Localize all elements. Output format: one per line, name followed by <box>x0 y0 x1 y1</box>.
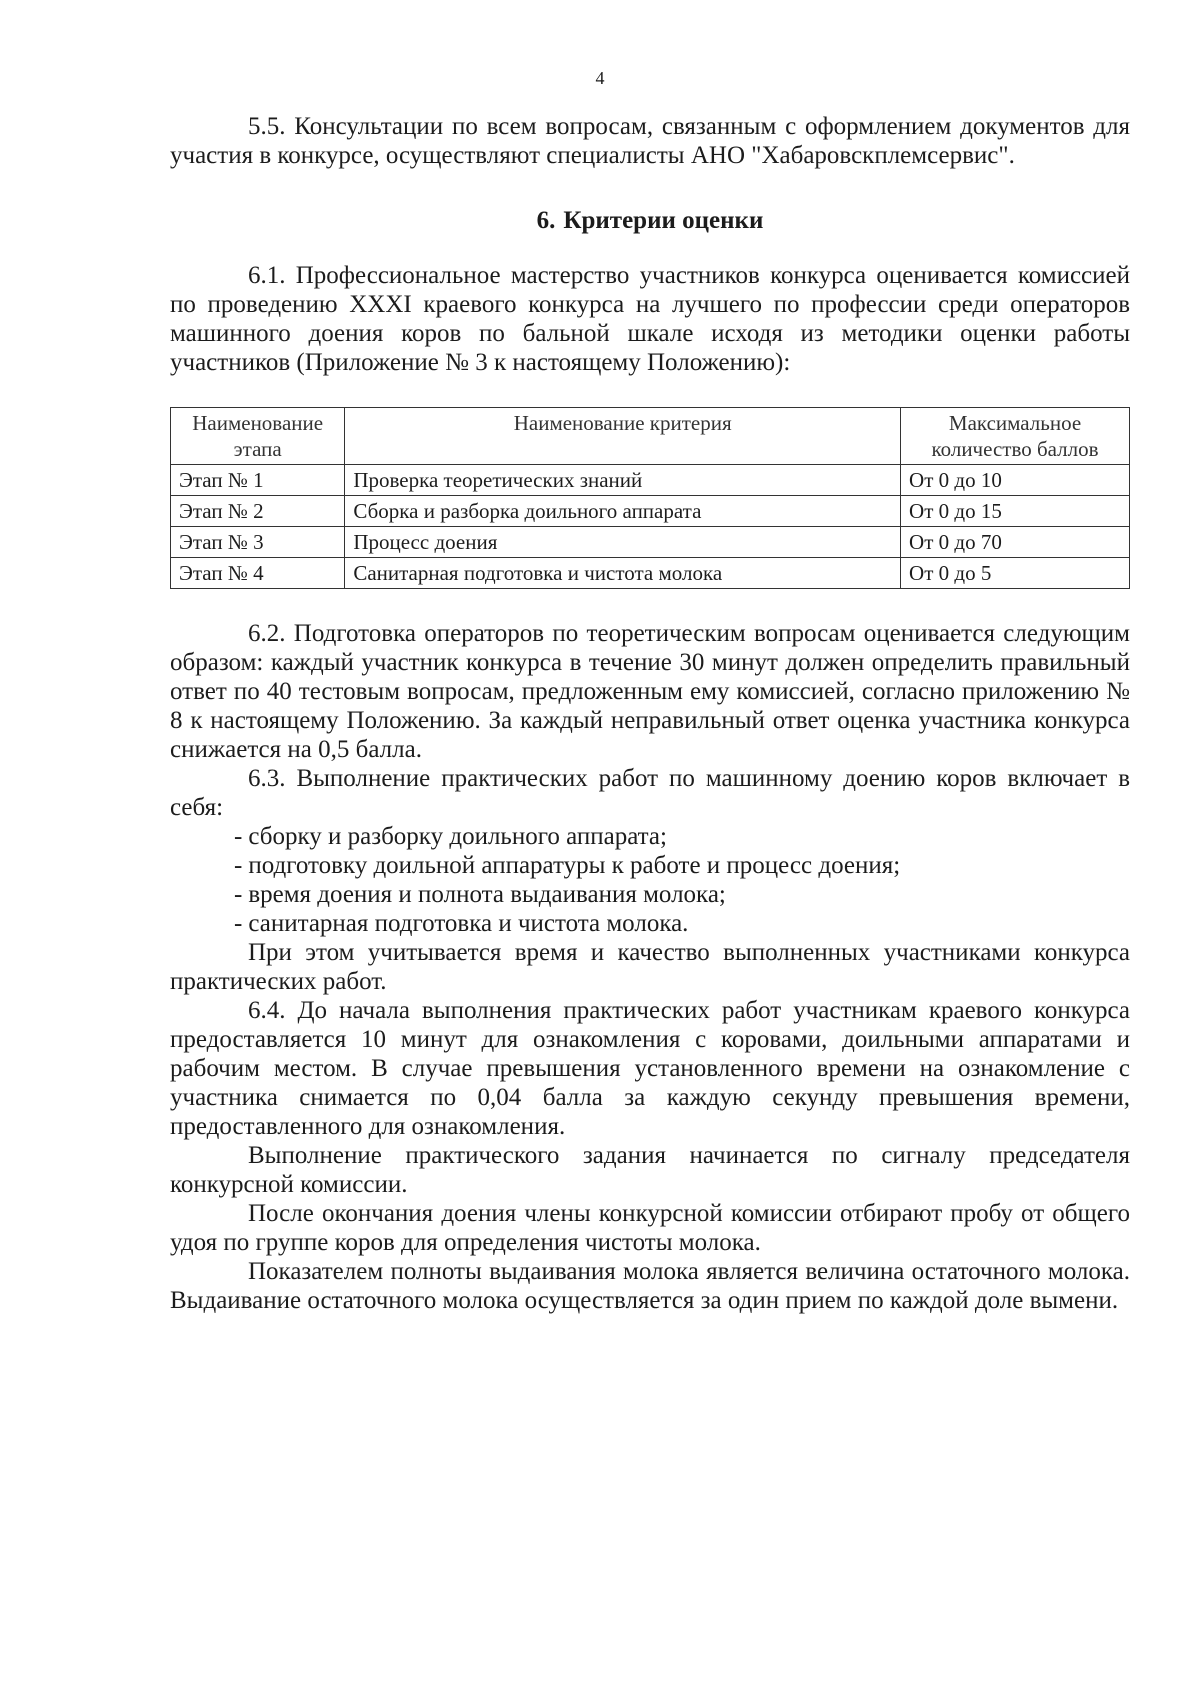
practical-works-list <box>170 822 1130 938</box>
table-header-row <box>171 408 1130 465</box>
list-item-text: санитарная подготовка и чистота молока. <box>248 910 689 937</box>
list-marker: - <box>234 881 243 908</box>
list-item-text: время доения и полнота выдаивания молока; <box>248 881 726 908</box>
paragraph-milk-sample: После окончания доения члены конкурсной комиссии отбирают пробу от общего удоя по группе коров для определения чистоты молока. <box>170 1200 1130 1256</box>
cell-criterion: Санитарная подготовка и чистота молока <box>345 558 901 589</box>
list-item-text: подготовку доильной аппаратуры к работе и процесс доения; <box>248 852 901 879</box>
table-row <box>171 527 1130 558</box>
criteria-table <box>170 407 1130 589</box>
section-heading-6 <box>170 206 1130 235</box>
cell-criterion: Сборка и разборка доильного аппарата <box>345 496 901 527</box>
paragraph-6-4: 6.4. До начала выполнения практических работ участникам краевого конкурса предоставляется 10 минут для ознакомления с коровами, доильными аппаратами и рабочим местом. В случае превышения установленного времени на ознакомление с участника снимается по 0,04 балла за каждую секунду превышения времени, предоставленного для ознакомления. <box>170 997 1130 1140</box>
paragraph-6-2: 6.2. Подготовка операторов по теоретическим вопросам оценивается следующим образом: каждый участник конкурса в течение 30 минут должен определить правильный ответ по 40 тестовым вопросам, предложенным ему комиссией, согласно приложению № 8 к настоящему Положению. За каждый неправильный ответ оценка участника конкурса снижается на 0,5 балла. <box>170 620 1130 763</box>
list-item-text: сборку и разборку доильного аппарата; <box>248 823 667 850</box>
header-criterion: Наименование критерия <box>345 408 901 465</box>
cell-criterion: Процесс доения <box>345 527 901 558</box>
cell-max-score: От 0 до 15 <box>901 496 1130 527</box>
paragraph-6-1: 6.1. Профессиональное мастерство участников конкурса оценивается комиссией по проведению XXXI краевого конкурса на лучшего по профессии среди операторов машинного доения коров по бальной шкале исходя из методики оценки работы участников (Приложение № 3 к настоящему Положению): <box>170 262 1130 376</box>
section-heading-number: 6. <box>536 207 556 234</box>
table-row <box>171 465 1130 496</box>
paragraph-5-5: 5.5. Консультации по всем вопросам, связанным с оформлением документов для участия в конкурсе, осуществляют специалисты АНО "Хабаровскплемсервис". <box>170 113 1130 169</box>
cell-stage: Этап № 4 <box>171 558 345 589</box>
paragraph-6-3-tail: При этом учитывается время и качество выполненных участниками конкурса практических работ. <box>170 939 1130 995</box>
cell-max-score: От 0 до 70 <box>901 527 1130 558</box>
list-item <box>234 880 1130 909</box>
header-stage: Наименование этапа <box>171 408 345 465</box>
cell-max-score: От 0 до 10 <box>901 465 1130 496</box>
list-marker: - <box>234 910 243 937</box>
table-row <box>171 558 1130 589</box>
cell-stage: Этап № 2 <box>171 496 345 527</box>
page-number: 4 <box>595 68 605 88</box>
list-item <box>234 851 1130 880</box>
list-item <box>234 909 1130 938</box>
cell-stage: Этап № 1 <box>171 465 345 496</box>
spacer <box>170 589 1130 619</box>
paragraph-6-3: 6.3. Выполнение практических работ по машинному доению коров включает в себя: <box>170 765 1130 821</box>
section-heading-title: Критерии оценки <box>563 207 764 234</box>
header-max-score: Максимальное количество баллов <box>901 408 1130 465</box>
cell-max-score: От 0 до 5 <box>901 558 1130 589</box>
list-marker: - <box>234 852 243 879</box>
list-item <box>234 822 1130 851</box>
table-row <box>171 496 1130 527</box>
cell-stage: Этап № 3 <box>171 527 345 558</box>
document-body <box>170 112 1130 1315</box>
cell-criterion: Проверка теоретических знаний <box>345 465 901 496</box>
list-marker: - <box>234 823 243 850</box>
paragraph-task-start: Выполнение практического задания начинается по сигналу председателя конкурсной комиссии. <box>170 1142 1130 1198</box>
paragraph-milking-indicator: Показателем полноты выдаивания молока является величина остаточного молока. Выдаивание остаточного молока осуществляется за один прием по каждой доле вымени. <box>170 1258 1130 1314</box>
